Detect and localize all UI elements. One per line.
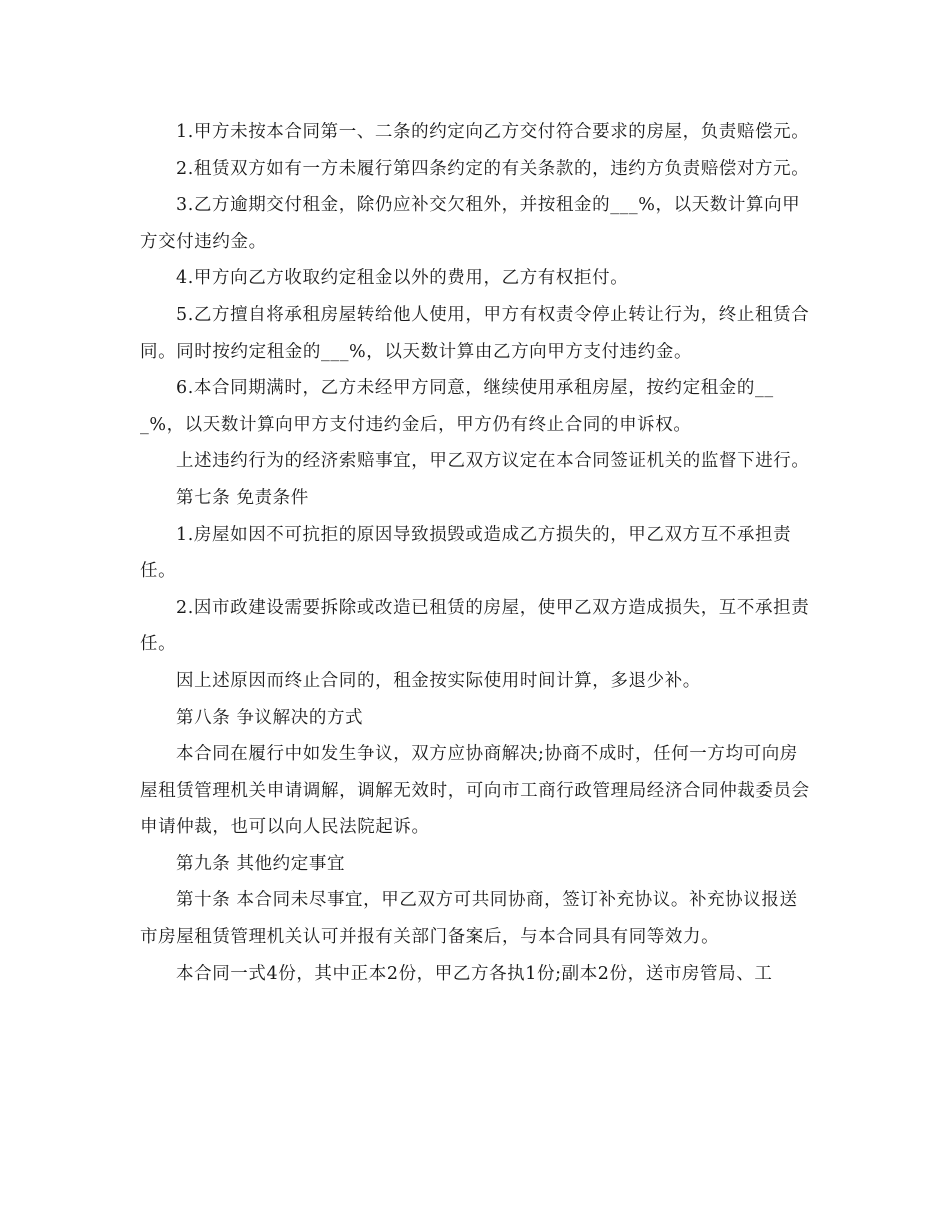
article-8-heading: 第八条 争议解决的方式 xyxy=(176,707,364,728)
clause-penalty-2: 2.租赁双方如有一方未履行第四条约定的有关条款的，违约方负责赔偿对方元。 xyxy=(176,158,810,179)
exemption-rent-note: 因上述原因而终止合同的，租金按实际使用时间计算，多退少补。 xyxy=(176,670,701,691)
clause-penalty-5: 5.乙方擅自将承租房屋转给他人使用，甲方有权责令停止转让行为，终止租赁合同。同时按约定租金的___%，以天数计算由乙方向甲方支付违约金。 xyxy=(140,304,810,362)
copies-text: 本合同一式4份，其中正本2份，甲乙方各执1份;副本2份，送市房管局、工 xyxy=(176,963,773,984)
article-10-text: 第十条 本合同未尽事宜，甲乙双方可共同协商，签订补充协议。补充协议报送市房屋租赁管理机关认可并报有关部门备案后，与本合同具有同等效力。 xyxy=(140,890,798,948)
clause-penalty-6: 6.本合同期满时，乙方未经甲方同意，继续使用承租房屋，按约定租金的___%，以天数计算向甲方支付违约金后，甲方仍有终止合同的申诉权。 xyxy=(140,378,774,435)
article-7-heading: 第七条 免责条件 xyxy=(176,487,309,508)
clause-penalty-3: 3.乙方逾期交付租金，除仍应补交欠租外，并按租金的___%，以天数计算向甲方交付违约金。 xyxy=(140,195,801,252)
clause-penalty-4: 4.甲方向乙方收取约定租金以外的费用，乙方有权拒付。 xyxy=(176,268,629,289)
exemption-clause-1: 1.房屋如因不可抗拒的原因导致损毁或造成乙方损失的，甲乙双方互不承担责任。 xyxy=(140,524,792,582)
penalty-supervision-note: 上述违约行为的经济索赔事宜，甲乙双方议定在本合同签证机关的监督下进行。 xyxy=(176,451,810,472)
article-9-heading: 第九条 其他约定事宜 xyxy=(176,853,346,874)
exemption-clause-2: 2.因市政建设需要拆除或改造已租赁的房屋，使甲乙双方造成损失，互不承担责任。 xyxy=(140,597,810,655)
contract-body xyxy=(140,114,812,992)
clause-penalty-1: 1.甲方未按本合同第一、二条的约定向乙方交付符合要求的房屋，负责赔偿元。 xyxy=(176,122,810,142)
dispute-resolution-text: 本合同在履行中如发生争议，双方应协商解决;协商不成时，任何一方均可向房屋租赁管理机关申请调解，调解无效时，可向市工商行政管理局经济合同仲裁委员会申请仲裁，也可以向人民法院起诉。 xyxy=(140,744,810,838)
